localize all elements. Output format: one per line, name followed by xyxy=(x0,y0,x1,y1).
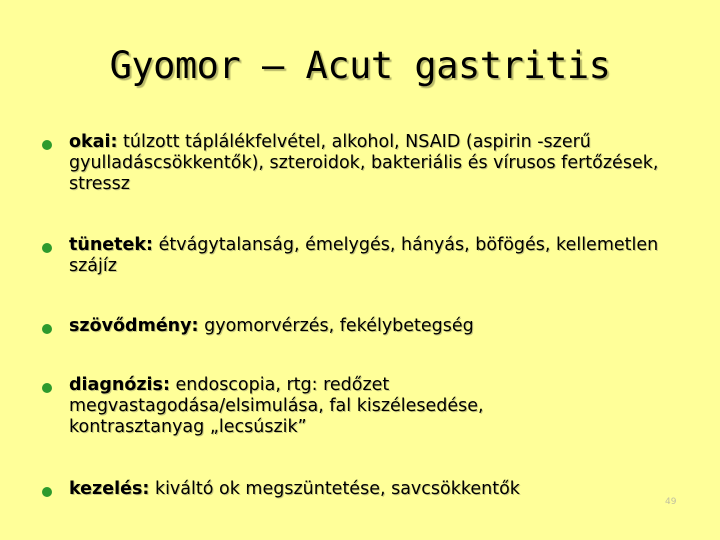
bullet-dot-icon xyxy=(42,140,52,150)
bullet-item-causes xyxy=(42,132,662,195)
bullet-text xyxy=(69,235,662,277)
bullet-item-diagnosis xyxy=(42,375,662,438)
bullet-dot-icon xyxy=(42,487,52,497)
bullet-term: tünetek: xyxy=(69,235,154,255)
bullet-dot-icon xyxy=(42,243,52,253)
bullet-text xyxy=(69,316,662,337)
bullet-item-symptoms xyxy=(42,235,662,277)
bullet-dot-icon xyxy=(42,324,52,334)
bullet-body: túlzott táplálékfelvétel, alkohol, NSAID (aspirin -szerű gyulladáscsökkentők), szteroidok, bakteriális és vírusos fertőzések, stressz xyxy=(69,132,659,194)
bullet-body: endoscopia, rtg: redőzet megvastagodása/elsimulása, fal kiszélesedése, kontrasztanyag „lecsúszik” xyxy=(69,375,484,437)
bullet-term: kezelés: xyxy=(69,479,150,499)
bullet-text xyxy=(69,375,489,438)
bullet-body: gyomorvérzés, fekélybetegség xyxy=(198,316,474,336)
bullet-text xyxy=(69,132,662,195)
bullet-dot-icon xyxy=(42,383,52,393)
bullet-item-complication xyxy=(42,316,662,337)
bullet-body: kiváltó ok megszüntetése, savcsökkentők xyxy=(149,479,520,499)
bullet-text xyxy=(69,479,662,500)
bullet-body: étvágytalanság, émelygés, hányás, böfögés, kellemetlen szájíz xyxy=(69,235,659,276)
bullet-item-treatment xyxy=(42,479,662,500)
bullet-term: szövődmény: xyxy=(69,316,199,336)
bullet-term: okai: xyxy=(69,132,118,152)
slide-title: Gyomor – Acut gastritis xyxy=(109,44,611,87)
page-number: 49 xyxy=(665,497,677,507)
bullet-term: diagnózis: xyxy=(69,375,170,395)
